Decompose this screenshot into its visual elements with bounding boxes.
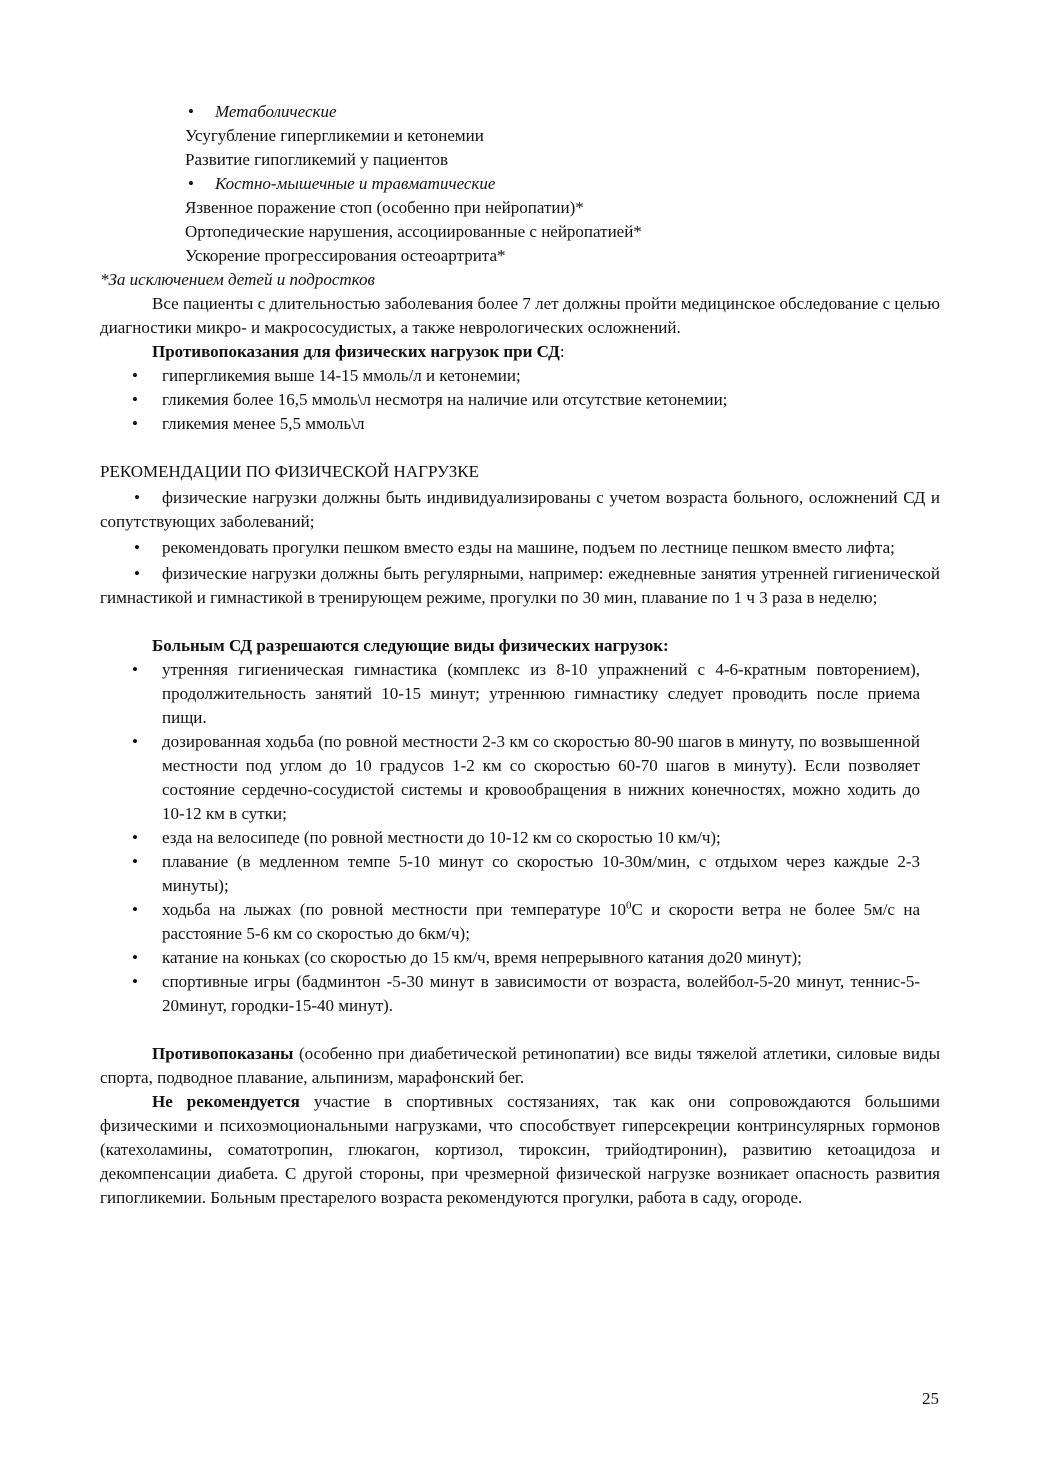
list-item: • гликемия более 16,5 ммоль\л несмотря на наличие или отсутствие кетонемии; xyxy=(100,388,940,412)
degree-superscript: 0 xyxy=(626,899,632,912)
recommendations-list xyxy=(100,484,940,610)
list-item: • дозированная ходьба (по ровной местности 2-3 км со скоростью 80-90 шагов в минуту, по возвышенной местности под углом до 10 градусов 1-2 км со скоростью 60-70 шагов в минуту). Если позволяет состояние сердечно-сосудистой системы и кровообращения в нижних конечностях, можно ходить до 10-12 км в сутки; xyxy=(100,730,940,826)
page-number: 25 xyxy=(922,1389,939,1408)
list-item: • езда на велосипеде (по ровной местности до 10-12 км со скоростью 10 км/ч); xyxy=(100,826,940,850)
musculo-item: Ускорение прогрессирования остеоартрита* xyxy=(185,246,506,265)
list-item: • катание на коньках (со скоростью до 15 км/ч, время непрерывного катания до20 минут); xyxy=(100,946,940,970)
not-recommended-text: участие в спортивных состязаниях, так как они сопровождаются большими физическими и психоэмоциональными нагрузками, что способствует гиперсекреции контринсулярных гормонов (катехоламины, соматотропин, глюкагон, кортизол, тироксин, трийодтиронин), развитию кетоацидоза и декомпенсации диабета. С другой стороны, при чрезмерной физической нагрузке возникает опасность развития гипогликемии. Больным престарелого возраста рекомендуются прогулки, работа в саду, огороде. xyxy=(100,1092,940,1207)
allowed-heading: Больным СД разрешаются следующие виды физических нагрузок: xyxy=(152,636,669,655)
list-item: • утренняя гигиеническая гимнастика (комплекс из 8-10 упражнений с 4-6-кратным повторением), продолжительность занятий 10-15 минут; утреннюю гимнастику следует проводить после приема пищи. xyxy=(100,658,940,730)
list-item: • физические нагрузки должны быть регулярными, например: ежедневные занятия утренней гигиенической гимнастикой и гимнастикой в тренирующем режиме, прогулки по 30 мин, плавание по 1 ч 3 раза в неделю; xyxy=(100,560,940,610)
contraindicated-bold: Противопоказаны xyxy=(152,1044,294,1063)
heading-colon: : xyxy=(559,342,565,361)
allowed-list xyxy=(100,658,940,1018)
ski-text-before: ходьба на лыжах (по ровной местности при температуре 10 xyxy=(162,900,627,919)
list-item: • гипергликемия выше 14-15 ммоль/л и кетонемии; xyxy=(100,364,940,388)
exam-paragraph: Все пациенты с длительностью заболевания более 7 лет должны пройти медицинское обследование с целью диагностики микро- и макрососудистых, а также неврологических осложнений. xyxy=(100,294,940,337)
page-content xyxy=(100,100,940,1210)
list-item: • гликемия менее 5,5 ммоль\л xyxy=(100,412,940,436)
ski-text-after: С и скорости ветра не более 5м/с на расстояние 5-6 км со скоростью до 6км/ч); xyxy=(162,900,920,943)
contraindications-heading xyxy=(100,340,940,364)
contraindicated-paragraph xyxy=(100,1042,940,1090)
list-item: • спортивные игры (бадминтон -5-30 минут в зависимости от возраста, волейбол-5-20 минут, теннис-5-20минут, городки-15-40 минут). xyxy=(100,970,940,1018)
musculo-item: Язвенное поражение стоп (особенно при нейропатии)* xyxy=(185,198,584,217)
metabolic-title: • Метаболические xyxy=(100,100,940,124)
list-item: • рекомендовать прогулки пешком вместо езды на машине, подъем по лестнице пешком вместо лифта; xyxy=(100,534,940,560)
musculo-item: Ортопедические нарушения, ассоциированные с нейропатией* xyxy=(185,222,642,241)
metabolic-item: Усугубление гипергликемии и кетонемии xyxy=(185,126,484,145)
contraindications-list xyxy=(100,364,940,436)
list-item: • плавание (в медленном темпе 5-10 минут со скоростью 10-30м/мин, с отдыхом через каждые 2-3 минуты); xyxy=(100,850,940,898)
contraindications-heading-text: Противопоказания для физических нагрузок при СД xyxy=(152,342,560,361)
footnote: *За исключением детей и подростков xyxy=(100,270,375,289)
recommendations-heading: РЕКОМЕНДАЦИИ ПО ФИЗИЧЕСКОЙ НАГРУЗКЕ xyxy=(100,462,480,481)
contraindicated-text: (особенно при диабетической ретинопатии) все виды тяжелой атлетики, силовые виды спорта, подводное плавание, альпинизм, марафонский бег. xyxy=(100,1044,940,1087)
list-item-skiing xyxy=(100,898,940,946)
not-recommended-bold: Не рекомендуется xyxy=(152,1092,300,1111)
list-item: • физические нагрузки должны быть индивидуализированы с учетом возраста больного, осложнений СД и сопутствующих заболеваний; xyxy=(100,484,940,534)
musculo-title: • Костно-мышечные и травматические xyxy=(100,172,940,196)
not-recommended-paragraph xyxy=(100,1090,940,1210)
metabolic-item: Развитие гипогликемий у пациентов xyxy=(185,150,449,169)
